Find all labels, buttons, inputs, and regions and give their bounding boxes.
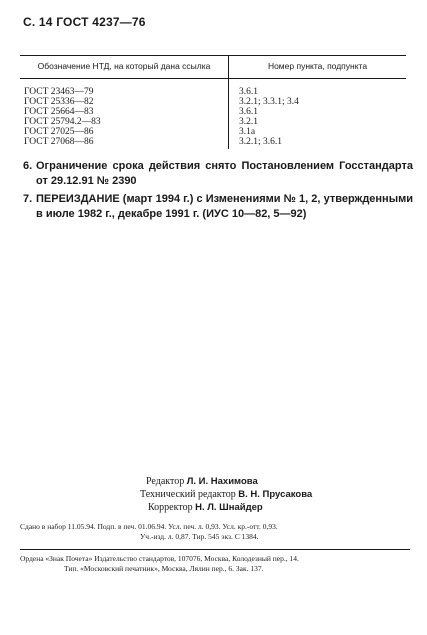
running-head: С. 14 ГОСТ 4237—76 (23, 15, 146, 29)
cell-ntd: ГОСТ 25794.2—83 (20, 117, 229, 127)
cell-ntd: ГОСТ 23463—79 (20, 79, 229, 98)
editor-role: Редактор (146, 476, 185, 487)
imprint-block (20, 522, 410, 542)
cell-ntd: ГОСТ 25664—83 (20, 107, 229, 117)
table-row (20, 127, 406, 137)
note-text: ПЕРЕИЗДАНИЕ (март 1994 г.) с Изменениями № 1, 2, утвержденными в июле 1982 г., декабре 1991 г. (ИУС 10—82, 5—92) (36, 193, 413, 220)
cell-ntd: ГОСТ 27068—86 (20, 137, 229, 149)
table-row (20, 107, 406, 117)
cell-ntd: ГОСТ 25336—82 (20, 97, 229, 107)
table-row (20, 137, 406, 149)
corrector-name: Н. Л. Шнайдер (195, 502, 263, 513)
corrector-line (140, 501, 420, 514)
printer-line: Ордена «Знак Почета» Издательство стандартов, 107076, Москва, Колодезный пер., 14. (20, 554, 299, 563)
editor-name: Л. И. Нахимова (186, 476, 258, 487)
note-7 (23, 192, 413, 222)
cell-item: 3.6.1 (239, 107, 258, 117)
imprint-line: Сдано в набор 11.05.94. Подп. в печ. 01.06.94. Усл. печ. л. 0,93. Усл. кр.-отт. 0,93. (20, 522, 278, 531)
tech-editor-line (140, 488, 420, 501)
reference-table (20, 55, 406, 149)
cell-ntd: ГОСТ 27025—86 (20, 127, 229, 137)
header-item: Номер пункта, подпункта (229, 56, 407, 79)
editor-line (140, 475, 420, 488)
editors-block (140, 475, 420, 514)
cell-item: 3.2.1 (239, 117, 258, 127)
note-number: 7. (23, 193, 33, 205)
table-row (20, 117, 406, 127)
tech-editor-name: В. Н. Прусакова (238, 489, 313, 500)
imprint-line: Уч.-изд. л. 0,87. Тир. 545 экз. С 1384. (140, 532, 259, 541)
printer-block (20, 554, 410, 574)
note-6 (23, 159, 413, 189)
cell-item: 3.2.1; 3.6.1 (239, 137, 283, 147)
cell-item: 3.2.1; 3.3.1; 3.4 (239, 97, 299, 107)
note-number: 6. (23, 160, 33, 172)
corrector-role: Корректор (148, 502, 193, 513)
cell-item: 3.6.1 (239, 87, 258, 97)
printer-line: Тип. «Московский печатник», Москва, Лялин пер., 6. Зак. 137. (64, 564, 264, 573)
cell-item: 3.1а (239, 127, 256, 137)
note-text: Ограничение срока действия снято Постановлением Госстандарта от 29.12.91 № 2390 (36, 160, 413, 187)
header-ntd: Обозначение НТД, на который дана ссылка (20, 56, 229, 79)
imprint-divider (20, 549, 410, 550)
table-row (20, 97, 406, 107)
tech-editor-role: Технический редактор (140, 489, 236, 500)
table-header-row (20, 56, 406, 79)
table-row (20, 79, 406, 98)
